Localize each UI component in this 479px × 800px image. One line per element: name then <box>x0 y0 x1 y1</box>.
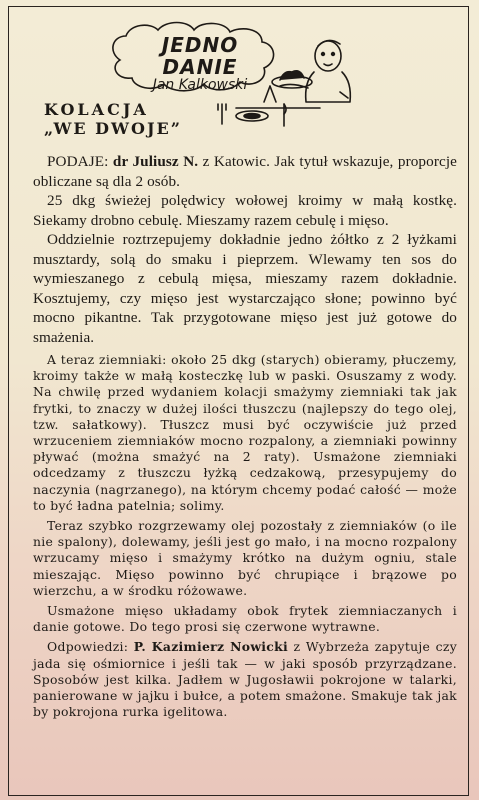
paragraph-serving: Usmażone mięso układamy obok frytek ziemniaczanych i danie gotowe. Do tego prosi się czerwone wytrawne. <box>33 603 457 635</box>
paragraph-answers <box>33 639 457 720</box>
answers-name: P. Kazimierz Nowicki <box>133 639 289 655</box>
source-label: PODAJE: <box>47 153 109 170</box>
paragraph-source <box>33 152 457 191</box>
diner-man-icon <box>272 40 350 102</box>
answers-label: Odpowiedzi: <box>47 639 129 655</box>
source-text: z Katowic. Jak tytuł wskazuje, proporcje obliczane są dla 2 osób. <box>33 153 457 190</box>
column-logo <box>130 34 270 93</box>
article-headline <box>44 100 224 138</box>
answers-text: z Wybrzeża zapytuje czy jada się ośmiornice i jeśli tak — w jaki sposób przyrządzane. Sposobów jest kilka. Jadłem w Jugosławii pokrojone w talarki, panierowane w jajku i bułce, a potem smażone. Smakuje tak jak by pokrojona rurka igelitowa. <box>33 639 458 720</box>
column-author: Jan Kalkowski <box>152 77 248 93</box>
source-name: dr Juliusz N. <box>112 153 199 170</box>
paragraph-frying: Teraz szybko rozgrzewamy olej pozostały z ziemniaków (o ile nie spalony), dolewamy, jeśli jest go mało, i na mocno rozpalony wrzucamy mięso i smażymy krótko na dużym ogniu, stale mieszając. Mięso powinno być chrupiące i brązowe po wierzchu, a w środku różowawe. <box>33 518 457 598</box>
headline-line-1: KOLACJA <box>44 100 149 119</box>
article-body <box>33 150 457 720</box>
paragraph-potatoes: A teraz ziemniaki: około 25 dkg (starych) obieramy, płuczemy, kroimy także w małą kosteczkę lub w paski. Osuszamy z wody. Na chwilę przed wydaniem kolacji smażymy ziemniaki tak jak frytki, to znaczy w dużej ilości tłuszczu (najlepszy do tego olej, tzw. sałatkowy). Tłuszcz musi być oczywiście już przed wrzuceniem ziemniaków mocno rozpalony, a ziemniaki powinny pływać (można smażyć na 2 raty). Usmażone ziemniaki odcedzamy z tłuszczu łyżką cedzakową, przesypujemy do naczynia (nagrzanego), na którym chcemy podać całość — może to być ładna patelnia; solimy. <box>33 352 457 513</box>
paragraph-meat-prep: 25 dkg świeżej polędwicy wołowej kroimy w małą kostkę. Siekamy drobno cebulę. Mieszamy razem cebulę i mięso. <box>33 192 457 229</box>
paragraph-sauce: Oddzielnie roztrzepujemy dokładnie jedno żółtko z 2 łyżkami musztardy, solą do smaku i pieprzem. Wlewamy ten sos do wymieszanego z cebulą mięsa, mieszamy razem dokładnie. Kosztujemy, czy mięso jest wystarczająco słone; powinno być mocno pikantne. Tak przygotowane mięso jest już gotowe do smażenia. <box>33 231 457 346</box>
column-series-title: JEDNO DANIE <box>161 33 239 79</box>
headline-line-2: „WE DWOJE” <box>44 119 182 138</box>
